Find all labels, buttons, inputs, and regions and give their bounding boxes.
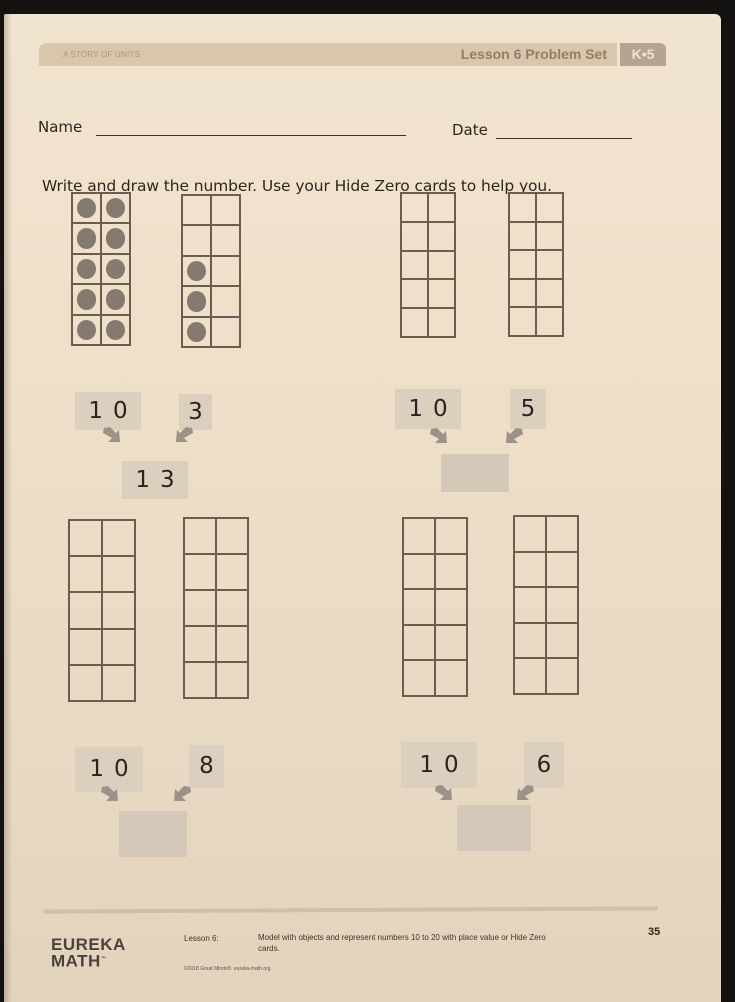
ten-frame-cell[interactable]: [184, 518, 216, 554]
ten-frame-tens[interactable]: [400, 192, 456, 338]
footer-copyright: ©2018 Great Minds®. eureka-math.org: [184, 966, 271, 972]
ten-frame-cell[interactable]: [102, 665, 135, 701]
ten-frame-cell[interactable]: [184, 590, 216, 626]
ten-frame-cell[interactable]: [546, 658, 578, 694]
ten-frame-cell: [101, 254, 130, 284]
ten-frame-cell[interactable]: [428, 251, 455, 280]
ten-frame-cell[interactable]: [546, 587, 578, 623]
ten-frame-cell[interactable]: [69, 556, 102, 592]
ten-frame-cell[interactable]: [182, 225, 211, 255]
ten-frame-cell[interactable]: [514, 623, 546, 659]
ten-frame-tens[interactable]: [402, 517, 468, 697]
header-band: [39, 43, 617, 66]
counter-dot-icon: [106, 289, 125, 309]
tens-card: 10: [401, 742, 477, 788]
ten-frame-cell[interactable]: [435, 660, 467, 696]
logo-line-2: [51, 952, 126, 969]
ten-frame-cell[interactable]: [536, 193, 563, 222]
ten-frame-tens: [71, 192, 131, 346]
ten-frame-cell[interactable]: [184, 554, 216, 590]
ten-frame-cell[interactable]: [211, 195, 240, 225]
ten-frame-cell[interactable]: [428, 222, 455, 251]
ten-frame-cell[interactable]: [536, 250, 563, 279]
ten-frame-cell: [101, 284, 130, 314]
arrow-down-right-icon: [434, 784, 454, 802]
ten-frame-cell[interactable]: [216, 518, 248, 554]
ten-frame-ones[interactable]: [513, 515, 579, 695]
counter-dot-icon: [106, 228, 125, 248]
ten-frame-cell: [72, 223, 101, 253]
ten-frame-cell[interactable]: [211, 256, 240, 286]
logo-line-1: EUREKA: [51, 935, 126, 954]
arrow-down-right-icon: [102, 426, 122, 444]
ten-frame-cell[interactable]: [514, 587, 546, 623]
arrow-down-right-icon: [100, 785, 120, 803]
arrow-down-left-icon: [504, 427, 524, 445]
counter-dot-icon: [106, 259, 125, 279]
worksheet-page: [4, 14, 721, 1002]
ten-frame-cell: [182, 286, 211, 316]
date-label: Date: [452, 121, 488, 139]
ten-frame-cell[interactable]: [514, 658, 546, 694]
ten-frame-cell[interactable]: [509, 250, 536, 279]
ten-frame-cell[interactable]: [102, 556, 135, 592]
arrow-down-left-icon: [515, 784, 535, 802]
ten-frame-ones[interactable]: [508, 192, 564, 337]
ten-frame-cell[interactable]: [403, 660, 435, 696]
counter-dot-icon: [77, 228, 96, 248]
ten-frame-cell[interactable]: [428, 279, 455, 308]
ten-frame-cell: [72, 193, 101, 223]
ten-frame-cell[interactable]: [546, 623, 578, 659]
page-edge-shadow: [4, 14, 12, 1002]
ten-frame-cell[interactable]: [509, 222, 536, 251]
ten-frame-cell: [72, 254, 101, 284]
ten-frame-cell[interactable]: [403, 589, 435, 625]
ten-frame-cell[interactable]: [435, 518, 467, 554]
ten-frame-cell[interactable]: [211, 225, 240, 255]
ten-frame-cell: [101, 315, 130, 345]
footer-lesson-description: Model with objects and represent numbers 10 to 20 with place value or Hide Zero cards.: [258, 933, 546, 953]
counter-dot-icon: [106, 198, 125, 218]
counter-dot-icon: [106, 320, 125, 340]
ten-frame-cell[interactable]: [536, 279, 563, 308]
tens-card: 10: [395, 389, 461, 429]
ten-frame-cell[interactable]: [69, 592, 102, 628]
ten-frame-cell[interactable]: [514, 552, 546, 588]
arrow-down-left-icon: [172, 785, 192, 803]
ten-frame-cell: [182, 256, 211, 286]
ten-frame-cell[interactable]: [69, 629, 102, 665]
name-field[interactable]: [96, 135, 406, 136]
ten-frame-cell[interactable]: [69, 665, 102, 701]
counter-dot-icon: [187, 261, 206, 281]
ten-frame-cell: [72, 284, 101, 314]
date-field[interactable]: [496, 138, 632, 139]
ten-frame-cell[interactable]: [184, 662, 216, 698]
ten-frame-cell[interactable]: [102, 520, 135, 556]
grade-badge: K•5: [620, 43, 666, 66]
ten-frame-cell[interactable]: [509, 279, 536, 308]
name-label: Name: [38, 118, 83, 136]
ten-frame-cell[interactable]: [435, 625, 467, 661]
ten-frame-cell[interactable]: [514, 516, 546, 552]
ten-frame-cell[interactable]: [69, 520, 102, 556]
ten-frame-cell[interactable]: [102, 592, 135, 628]
ten-frame-cell[interactable]: [546, 516, 578, 552]
eureka-math-logo: [51, 937, 126, 969]
ten-frame-cell[interactable]: [184, 626, 216, 662]
ones-card: 3: [179, 394, 212, 430]
ten-frame-cell[interactable]: [403, 518, 435, 554]
trademark-icon: ™: [100, 956, 107, 962]
ones-card: 5: [510, 389, 546, 429]
ten-frame-cell[interactable]: [509, 193, 536, 222]
ten-frame-cell[interactable]: [403, 554, 435, 590]
ten-frame-cell[interactable]: [509, 307, 536, 336]
ten-frame-cell[interactable]: [401, 193, 428, 222]
ten-frame-cell: [101, 223, 130, 253]
counter-dot-icon: [77, 198, 96, 218]
ten-frame-tens[interactable]: [68, 519, 136, 702]
page-number: 35: [648, 926, 661, 938]
ten-frame-ones: [181, 194, 241, 348]
series-label: A STORY OF UNITS: [63, 50, 140, 59]
counter-dot-icon: [77, 320, 96, 340]
counter-dot-icon: [187, 291, 206, 311]
result-card-blank[interactable]: [441, 454, 509, 492]
ten-frame-cell: [101, 193, 130, 223]
ten-frame-cell[interactable]: [182, 195, 211, 225]
ten-frame-cell[interactable]: [428, 193, 455, 222]
ten-frame-cell[interactable]: [211, 317, 240, 347]
ten-frame-cell[interactable]: [435, 554, 467, 590]
ten-frame-cell[interactable]: [546, 552, 578, 588]
ten-frame-cell[interactable]: [536, 307, 563, 336]
ten-frame-cell[interactable]: [401, 251, 428, 280]
ten-frame-cell[interactable]: [216, 626, 248, 662]
arrow-down-right-icon: [429, 427, 449, 445]
ten-frame-cell: [72, 315, 101, 345]
ten-frame-cell[interactable]: [428, 308, 455, 337]
instruction-text: Write and draw the number. Use your Hide Zero cards to help you.: [42, 177, 552, 195]
ten-frame-cell[interactable]: [536, 222, 563, 251]
ten-frame-cell[interactable]: [102, 629, 135, 665]
ten-frame-cell[interactable]: [216, 662, 248, 698]
logo-line-2-text: MATH: [51, 951, 101, 971]
tens-card: 10: [75, 392, 141, 430]
counter-dot-icon: [77, 259, 96, 279]
ten-frame-cell[interactable]: [435, 589, 467, 625]
result-card-blank[interactable]: [119, 811, 187, 857]
ten-frame-cell[interactable]: [216, 590, 248, 626]
ones-card: 8: [189, 745, 224, 788]
tens-card: 10: [75, 747, 143, 792]
ten-frame-cell[interactable]: [401, 279, 428, 308]
counter-dot-icon: [187, 322, 206, 342]
counter-dot-icon: [77, 289, 96, 309]
ten-frame-cell[interactable]: [403, 625, 435, 661]
footer-divider: [44, 906, 658, 913]
ten-frame-cell[interactable]: [211, 286, 240, 316]
ones-card: 6: [524, 742, 564, 788]
arrow-down-left-icon: [174, 426, 194, 444]
ten-frame-cell: [182, 317, 211, 347]
result-card-blank[interactable]: [457, 805, 531, 851]
ten-frame-cell[interactable]: [401, 222, 428, 251]
footer-lesson-label: Lesson 6:: [184, 934, 219, 943]
lesson-title: Lesson 6 Problem Set: [460, 46, 607, 62]
ten-frame-ones[interactable]: [183, 517, 249, 699]
result-card[interactable]: 13: [122, 461, 188, 499]
ten-frame-cell[interactable]: [216, 554, 248, 590]
ten-frame-cell[interactable]: [401, 308, 428, 337]
